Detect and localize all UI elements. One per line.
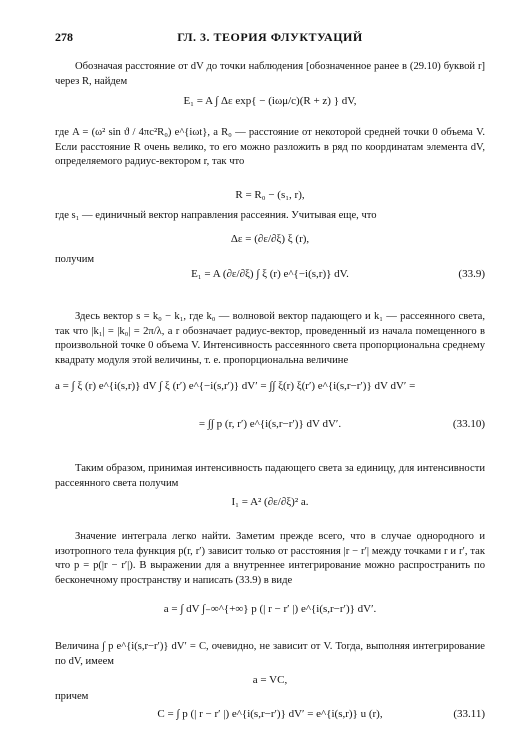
paragraph-1: Обозначая расстояние от dV до точки наблюдения [обозначенное ранее в (29.10) буквой r] через R, найдем xyxy=(55,61,485,87)
equation-1: E₁ = A ∫ Δε exp{ − (iωμ/c)(R + z) } dV, xyxy=(183,95,357,107)
equation-4-number: (33.9) xyxy=(458,268,485,280)
paragraph-9: причем xyxy=(55,691,89,702)
equation-3: Δε = (∂ε/∂ξ) ξ (r), xyxy=(230,233,310,245)
equation-5b-body: = ∫∫ p (r, r′) e^{i(s,r−r′)} dV dV′. xyxy=(198,418,342,430)
equation-4 xyxy=(55,268,485,280)
paragraph-3: где s₁ — единичный вектор направления рассеяния. Учитывая еще, что xyxy=(55,210,377,221)
equation-5b xyxy=(55,418,485,430)
paragraph-8: Величина ∫ p e^{i(s,r−r′)} dV′ = C, очевидно, не зависит от V. Тогда, выполняя интегрирование по dV, имеем xyxy=(55,641,485,667)
page-number: 278 xyxy=(55,30,73,44)
paragraph-5: Здесь вектор s = k₀ − k₁, где k₀ — волновой вектор падающего и k₁ — рассеянного света, так что |k₁| = |k₀| = 2π/λ, а r обозначает радиус-вектор, проведенный из начала помещенного в произвольной точке 0 объема V. Интенсивность рассеянного света пропорциональна среднему квадрату модуля этой величины, т. е. пропорциональна величине xyxy=(55,311,485,366)
equation-7: a = ∫ dV ∫₋∞^{+∞} p (| r − r′ |) e^{i(s,r−r′)} dV′. xyxy=(163,603,377,615)
equation-5a: a = ∫ ξ (r) e^{i(s,r)} dV ∫ ξ (r′) e^{−i(s,r′)} dV′ = ∫∫ ξ(r) ξ(r′) e^{i(s,r−r′)} dV dV′ = xyxy=(55,380,416,392)
equation-4-body: E₁ = A (∂ε/∂ξ) ∫ ξ (r) e^{−i(s,r)} dV. xyxy=(191,268,349,280)
equation-9 xyxy=(55,708,485,720)
equation-9-number: (33.11) xyxy=(453,708,485,720)
equation-2: R = R₀ − (s₁, r), xyxy=(235,189,305,201)
paragraph-4: получим xyxy=(55,254,95,265)
page-header xyxy=(55,30,485,46)
paragraph-6: Таким образом, принимая интенсивность падающего света за единицу, для интенсивности рассеянного света получим xyxy=(55,463,485,489)
paragraph-2: где A = (ω² sin ϑ / 4πc²R₀) e^{iωt}, а R₀ — расстояние от некоторой средней точки 0 объема V. Если расстояние R очень велико, то его можно разложить в ряд по координатам элемента dV, определяемого радиус-вектором r, так что xyxy=(55,127,485,168)
equation-9-body: C = ∫ p (| r − r′ |) e^{i(s,r−r′)} dV′ = e^{i(s,r)} u (r), xyxy=(157,708,383,720)
equation-6: I₁ = A² (∂ε/∂ξ)² a. xyxy=(231,496,309,508)
running-title: ГЛ. 3. ТЕОРИЯ ФЛУКТУАЦИЙ xyxy=(177,30,363,44)
equation-5-number: (33.10) xyxy=(452,418,485,430)
equation-8: a = VC, xyxy=(252,674,288,686)
paragraph-7: Значение интеграла легко найти. Заметим прежде всего, что в случае однородного и изотропного тела функция p(r, r′) зависит только от расстояния |r − r′| между точками r и r′, так что p = p(|r − r′|). В выражении для a внутреннее интегрирование можно распространить по бесконечному пространству и написать (33.9) в виде xyxy=(55,531,485,586)
